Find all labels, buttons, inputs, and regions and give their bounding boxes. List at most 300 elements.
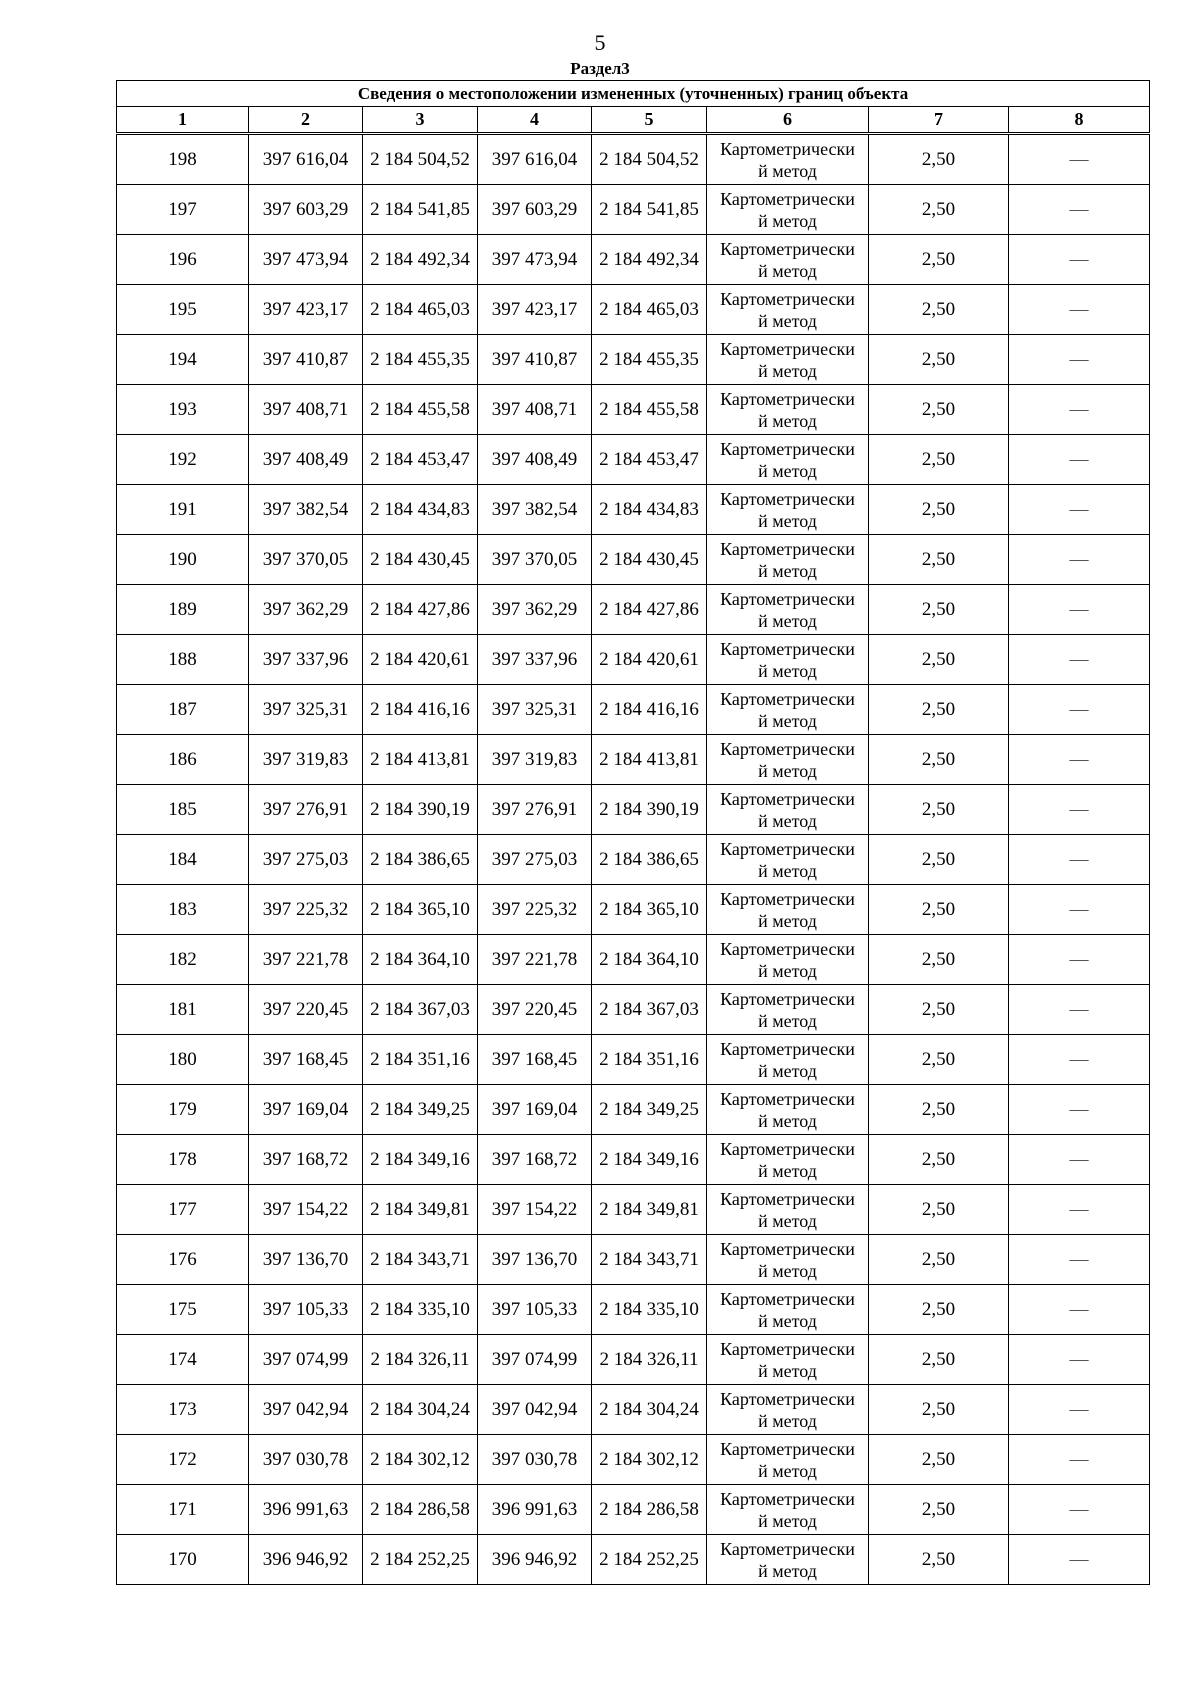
method-line: й метод bbox=[758, 160, 817, 181]
description-cell: — bbox=[1009, 1535, 1150, 1585]
column-header: 2 bbox=[249, 107, 363, 134]
accuracy-cell: 2,50 bbox=[869, 435, 1009, 485]
y-coordinate-cell: 2 184 335,10 bbox=[363, 1285, 478, 1335]
x-coordinate-cell: 397 473,94 bbox=[249, 235, 363, 285]
table-row bbox=[117, 1035, 1150, 1085]
y-coordinate-cell: 2 184 420,61 bbox=[592, 635, 707, 685]
table-row bbox=[117, 1135, 1150, 1185]
method-line: й метод bbox=[758, 1010, 817, 1031]
y-coordinate-cell: 2 184 541,85 bbox=[592, 185, 707, 235]
method-cell bbox=[707, 935, 869, 985]
point-number-cell: 187 bbox=[117, 685, 249, 735]
table-row bbox=[117, 585, 1150, 635]
method-line: й метод bbox=[758, 360, 817, 381]
column-header: 7 bbox=[869, 107, 1009, 134]
y-coordinate-cell: 2 184 286,58 bbox=[363, 1485, 478, 1535]
x-coordinate-cell: 397 154,22 bbox=[249, 1185, 363, 1235]
x-coordinate-cell: 397 319,83 bbox=[249, 735, 363, 785]
method-line: й метод bbox=[758, 710, 817, 731]
method-cell bbox=[707, 335, 869, 385]
method-line: Картометрически bbox=[720, 288, 855, 309]
table-row bbox=[117, 835, 1150, 885]
column-header: 3 bbox=[363, 107, 478, 134]
method-line: Картометрически bbox=[720, 1388, 855, 1409]
method-line: Картометрически bbox=[720, 788, 855, 809]
y-coordinate-cell: 2 184 504,52 bbox=[592, 134, 707, 185]
accuracy-cell: 2,50 bbox=[869, 485, 1009, 535]
method-line: й метод bbox=[758, 310, 817, 331]
x-coordinate-cell: 397 275,03 bbox=[249, 835, 363, 885]
x-coordinate-cell: 397 408,71 bbox=[249, 385, 363, 435]
x-coordinate-cell: 397 042,94 bbox=[249, 1385, 363, 1435]
point-number-cell: 189 bbox=[117, 585, 249, 635]
x-coordinate-cell: 397 423,17 bbox=[478, 285, 592, 335]
method-line: Картометрически bbox=[720, 438, 855, 459]
point-number-cell: 186 bbox=[117, 735, 249, 785]
x-coordinate-cell: 397 221,78 bbox=[478, 935, 592, 985]
description-cell: — bbox=[1009, 835, 1150, 885]
method-line: й метод bbox=[758, 1060, 817, 1081]
x-coordinate-cell: 397 169,04 bbox=[478, 1085, 592, 1135]
x-coordinate-cell: 397 074,99 bbox=[478, 1335, 592, 1385]
x-coordinate-cell: 397 105,33 bbox=[249, 1285, 363, 1335]
y-coordinate-cell: 2 184 386,65 bbox=[592, 835, 707, 885]
method-cell bbox=[707, 235, 869, 285]
method-cell bbox=[707, 1535, 869, 1585]
description-cell: — bbox=[1009, 585, 1150, 635]
point-number-cell: 174 bbox=[117, 1335, 249, 1385]
x-coordinate-cell: 397 168,45 bbox=[478, 1035, 592, 1085]
y-coordinate-cell: 2 184 286,58 bbox=[592, 1485, 707, 1535]
y-coordinate-cell: 2 184 492,34 bbox=[592, 235, 707, 285]
y-coordinate-cell: 2 184 455,58 bbox=[363, 385, 478, 435]
section-title: Раздел3 bbox=[570, 59, 630, 78]
description-cell: — bbox=[1009, 735, 1150, 785]
method-line: Картометрически bbox=[720, 538, 855, 559]
point-number-cell: 184 bbox=[117, 835, 249, 885]
table-caption: Сведения о местоположении измененных (уточненных) границ объекта bbox=[117, 81, 1150, 107]
y-coordinate-cell: 2 184 455,35 bbox=[363, 335, 478, 385]
method-line: Картометрически bbox=[720, 938, 855, 959]
table-row bbox=[117, 1535, 1150, 1585]
point-number-cell: 173 bbox=[117, 1385, 249, 1435]
accuracy-cell: 2,50 bbox=[869, 985, 1009, 1035]
y-coordinate-cell: 2 184 364,10 bbox=[592, 935, 707, 985]
accuracy-cell: 2,50 bbox=[869, 1435, 1009, 1485]
point-number-cell: 179 bbox=[117, 1085, 249, 1135]
method-line: Картометрически bbox=[720, 738, 855, 759]
x-coordinate-cell: 396 991,63 bbox=[478, 1485, 592, 1535]
table-row bbox=[117, 1085, 1150, 1135]
y-coordinate-cell: 2 184 351,16 bbox=[363, 1035, 478, 1085]
x-coordinate-cell: 397 616,04 bbox=[478, 134, 592, 185]
y-coordinate-cell: 2 184 349,81 bbox=[363, 1185, 478, 1235]
boundary-coordinates-table bbox=[116, 80, 1150, 1585]
y-coordinate-cell: 2 184 349,81 bbox=[592, 1185, 707, 1235]
point-number-cell: 172 bbox=[117, 1435, 249, 1485]
method-line: Картометрически bbox=[720, 1038, 855, 1059]
x-coordinate-cell: 397 220,45 bbox=[249, 985, 363, 1035]
y-coordinate-cell: 2 184 304,24 bbox=[363, 1385, 478, 1435]
point-number-cell: 193 bbox=[117, 385, 249, 435]
description-cell: — bbox=[1009, 1335, 1150, 1385]
accuracy-cell: 2,50 bbox=[869, 134, 1009, 185]
x-coordinate-cell: 397 408,49 bbox=[478, 435, 592, 485]
point-number-cell: 192 bbox=[117, 435, 249, 485]
method-line: й метод bbox=[758, 460, 817, 481]
method-line: Картометрически bbox=[720, 988, 855, 1009]
y-coordinate-cell: 2 184 367,03 bbox=[363, 985, 478, 1035]
x-coordinate-cell: 397 275,03 bbox=[478, 835, 592, 885]
accuracy-cell: 2,50 bbox=[869, 385, 1009, 435]
x-coordinate-cell: 397 325,31 bbox=[478, 685, 592, 735]
x-coordinate-cell: 397 410,87 bbox=[478, 335, 592, 385]
method-line: Картометрически bbox=[720, 1288, 855, 1309]
method-line: Картометрически bbox=[720, 688, 855, 709]
y-coordinate-cell: 2 184 455,58 bbox=[592, 385, 707, 435]
x-coordinate-cell: 397 168,45 bbox=[249, 1035, 363, 1085]
x-coordinate-cell: 397 136,70 bbox=[478, 1235, 592, 1285]
point-number-cell: 170 bbox=[117, 1535, 249, 1585]
method-line: Картометрически bbox=[720, 888, 855, 909]
y-coordinate-cell: 2 184 420,61 bbox=[363, 635, 478, 685]
y-coordinate-cell: 2 184 252,25 bbox=[592, 1535, 707, 1585]
y-coordinate-cell: 2 184 390,19 bbox=[363, 785, 478, 835]
table-row bbox=[117, 1335, 1150, 1385]
table-row bbox=[117, 735, 1150, 785]
x-coordinate-cell: 397 382,54 bbox=[478, 485, 592, 535]
method-cell bbox=[707, 685, 869, 735]
table-row bbox=[117, 385, 1150, 435]
y-coordinate-cell: 2 184 252,25 bbox=[363, 1535, 478, 1585]
table-row bbox=[117, 335, 1150, 385]
point-number-cell: 175 bbox=[117, 1285, 249, 1335]
accuracy-cell: 2,50 bbox=[869, 835, 1009, 885]
y-coordinate-cell: 2 184 304,24 bbox=[592, 1385, 707, 1435]
column-header: 6 bbox=[707, 107, 869, 134]
description-cell: — bbox=[1009, 685, 1150, 735]
accuracy-cell: 2,50 bbox=[869, 235, 1009, 285]
point-number-cell: 171 bbox=[117, 1485, 249, 1535]
x-coordinate-cell: 397 370,05 bbox=[249, 535, 363, 585]
point-number-cell: 191 bbox=[117, 485, 249, 535]
method-cell bbox=[707, 1385, 869, 1435]
method-line: Картометрически bbox=[720, 1138, 855, 1159]
description-cell: — bbox=[1009, 785, 1150, 835]
y-coordinate-cell: 2 184 351,16 bbox=[592, 1035, 707, 1085]
x-coordinate-cell: 397 220,45 bbox=[478, 985, 592, 1035]
method-line: й метод bbox=[758, 960, 817, 981]
method-cell bbox=[707, 134, 869, 185]
method-cell bbox=[707, 1085, 869, 1135]
y-coordinate-cell: 2 184 453,47 bbox=[592, 435, 707, 485]
point-number-cell: 190 bbox=[117, 535, 249, 585]
table-row bbox=[117, 935, 1150, 985]
accuracy-cell: 2,50 bbox=[869, 635, 1009, 685]
page-number: 5 bbox=[594, 30, 606, 55]
point-number-cell: 194 bbox=[117, 335, 249, 385]
y-coordinate-cell: 2 184 367,03 bbox=[592, 985, 707, 1035]
point-number-cell: 176 bbox=[117, 1235, 249, 1285]
method-line: Картометрически bbox=[720, 1538, 855, 1559]
y-coordinate-cell: 2 184 465,03 bbox=[363, 285, 478, 335]
column-header: 5 bbox=[592, 107, 707, 134]
method-cell bbox=[707, 1285, 869, 1335]
method-line: Картометрически bbox=[720, 1338, 855, 1359]
table-row bbox=[117, 185, 1150, 235]
accuracy-cell: 2,50 bbox=[869, 185, 1009, 235]
column-header: 8 bbox=[1009, 107, 1150, 134]
method-line: Картометрически bbox=[720, 1188, 855, 1209]
method-cell bbox=[707, 485, 869, 535]
method-cell bbox=[707, 885, 869, 935]
x-coordinate-cell: 397 030,78 bbox=[249, 1435, 363, 1485]
y-coordinate-cell: 2 184 430,45 bbox=[592, 535, 707, 585]
x-coordinate-cell: 397 225,32 bbox=[249, 885, 363, 935]
table-row bbox=[117, 285, 1150, 335]
description-cell: — bbox=[1009, 935, 1150, 985]
x-coordinate-cell: 397 410,87 bbox=[249, 335, 363, 385]
method-line: Картометрически bbox=[720, 188, 855, 209]
method-line: й метод bbox=[758, 810, 817, 831]
table-row bbox=[117, 535, 1150, 585]
table-row bbox=[117, 1485, 1150, 1535]
method-line: Картометрически bbox=[720, 638, 855, 659]
method-line: й метод bbox=[758, 660, 817, 681]
y-coordinate-cell: 2 184 349,25 bbox=[592, 1085, 707, 1135]
method-line: й метод bbox=[758, 1560, 817, 1581]
table-row bbox=[117, 985, 1150, 1035]
x-coordinate-cell: 396 991,63 bbox=[249, 1485, 363, 1535]
x-coordinate-cell: 397 030,78 bbox=[478, 1435, 592, 1485]
method-line: й метод bbox=[758, 1410, 817, 1431]
accuracy-cell: 2,50 bbox=[869, 1135, 1009, 1185]
method-line: Картометрически bbox=[720, 138, 855, 159]
method-cell bbox=[707, 1135, 869, 1185]
method-line: й метод bbox=[758, 510, 817, 531]
method-line: й метод bbox=[758, 260, 817, 281]
table-row bbox=[117, 435, 1150, 485]
table-row bbox=[117, 685, 1150, 735]
column-header: 1 bbox=[117, 107, 249, 134]
point-number-cell: 188 bbox=[117, 635, 249, 685]
description-cell: — bbox=[1009, 185, 1150, 235]
point-number-cell: 198 bbox=[117, 134, 249, 185]
accuracy-cell: 2,50 bbox=[869, 735, 1009, 785]
method-line: Картометрически bbox=[720, 488, 855, 509]
method-line: Картометрически bbox=[720, 1088, 855, 1109]
accuracy-cell: 2,50 bbox=[869, 1335, 1009, 1385]
x-coordinate-cell: 397 276,91 bbox=[249, 785, 363, 835]
method-line: й метод bbox=[758, 1210, 817, 1231]
method-line: Картометрически bbox=[720, 1238, 855, 1259]
x-coordinate-cell: 397 168,72 bbox=[478, 1135, 592, 1185]
x-coordinate-cell: 397 154,22 bbox=[478, 1185, 592, 1235]
accuracy-cell: 2,50 bbox=[869, 535, 1009, 585]
x-coordinate-cell: 397 168,72 bbox=[249, 1135, 363, 1185]
description-cell: — bbox=[1009, 535, 1150, 585]
y-coordinate-cell: 2 184 335,10 bbox=[592, 1285, 707, 1335]
method-cell bbox=[707, 385, 869, 435]
method-line: й метод bbox=[758, 1360, 817, 1381]
x-coordinate-cell: 397 319,83 bbox=[478, 735, 592, 785]
accuracy-cell: 2,50 bbox=[869, 1385, 1009, 1435]
x-coordinate-cell: 397 362,29 bbox=[249, 585, 363, 635]
method-cell bbox=[707, 1335, 869, 1385]
method-cell bbox=[707, 835, 869, 885]
description-cell: — bbox=[1009, 435, 1150, 485]
y-coordinate-cell: 2 184 365,10 bbox=[592, 885, 707, 935]
description-cell: — bbox=[1009, 1085, 1150, 1135]
point-number-cell: 183 bbox=[117, 885, 249, 935]
table-row bbox=[117, 1235, 1150, 1285]
x-coordinate-cell: 397 136,70 bbox=[249, 1235, 363, 1285]
method-line: й метод bbox=[758, 560, 817, 581]
x-coordinate-cell: 397 221,78 bbox=[249, 935, 363, 985]
x-coordinate-cell: 397 423,17 bbox=[249, 285, 363, 335]
y-coordinate-cell: 2 184 343,71 bbox=[363, 1235, 478, 1285]
y-coordinate-cell: 2 184 349,25 bbox=[363, 1085, 478, 1135]
method-cell bbox=[707, 535, 869, 585]
method-line: й метод bbox=[758, 1510, 817, 1531]
table-body bbox=[117, 134, 1150, 1585]
y-coordinate-cell: 2 184 390,19 bbox=[592, 785, 707, 835]
x-coordinate-cell: 396 946,92 bbox=[478, 1535, 592, 1585]
method-cell bbox=[707, 785, 869, 835]
method-cell bbox=[707, 1035, 869, 1085]
description-cell: — bbox=[1009, 1135, 1150, 1185]
table-row bbox=[117, 1285, 1150, 1335]
description-cell: — bbox=[1009, 1385, 1150, 1435]
accuracy-cell: 2,50 bbox=[869, 885, 1009, 935]
accuracy-cell: 2,50 bbox=[869, 1535, 1009, 1585]
accuracy-cell: 2,50 bbox=[869, 1235, 1009, 1285]
y-coordinate-cell: 2 184 365,10 bbox=[363, 885, 478, 935]
table-row bbox=[117, 635, 1150, 685]
method-line: Картометрически bbox=[720, 588, 855, 609]
point-number-cell: 177 bbox=[117, 1185, 249, 1235]
table-row bbox=[117, 785, 1150, 835]
point-number-cell: 182 bbox=[117, 935, 249, 985]
point-number-cell: 185 bbox=[117, 785, 249, 835]
y-coordinate-cell: 2 184 434,83 bbox=[363, 485, 478, 535]
method-cell bbox=[707, 735, 869, 785]
point-number-cell: 197 bbox=[117, 185, 249, 235]
column-number-row bbox=[117, 107, 1150, 134]
accuracy-cell: 2,50 bbox=[869, 335, 1009, 385]
method-line: й метод bbox=[758, 1110, 817, 1131]
accuracy-cell: 2,50 bbox=[869, 1085, 1009, 1135]
x-coordinate-cell: 397 169,04 bbox=[249, 1085, 363, 1135]
x-coordinate-cell: 397 105,33 bbox=[478, 1285, 592, 1335]
method-cell bbox=[707, 635, 869, 685]
method-line: й метод bbox=[758, 410, 817, 431]
method-line: Картометрически bbox=[720, 838, 855, 859]
method-line: Картометрически bbox=[720, 1438, 855, 1459]
method-cell bbox=[707, 1235, 869, 1285]
y-coordinate-cell: 2 184 465,03 bbox=[592, 285, 707, 335]
x-coordinate-cell: 397 408,49 bbox=[249, 435, 363, 485]
description-cell: — bbox=[1009, 635, 1150, 685]
accuracy-cell: 2,50 bbox=[869, 585, 1009, 635]
method-line: й метод bbox=[758, 1260, 817, 1281]
x-coordinate-cell: 397 337,96 bbox=[249, 635, 363, 685]
method-cell bbox=[707, 285, 869, 335]
x-coordinate-cell: 397 616,04 bbox=[249, 134, 363, 185]
method-line: Картометрически bbox=[720, 238, 855, 259]
description-cell: — bbox=[1009, 1485, 1150, 1535]
x-coordinate-cell: 397 603,29 bbox=[478, 185, 592, 235]
y-coordinate-cell: 2 184 453,47 bbox=[363, 435, 478, 485]
y-coordinate-cell: 2 184 504,52 bbox=[363, 134, 478, 185]
method-cell bbox=[707, 1485, 869, 1535]
y-coordinate-cell: 2 184 326,11 bbox=[363, 1335, 478, 1385]
y-coordinate-cell: 2 184 541,85 bbox=[363, 185, 478, 235]
y-coordinate-cell: 2 184 386,65 bbox=[363, 835, 478, 885]
point-number-cell: 196 bbox=[117, 235, 249, 285]
x-coordinate-cell: 397 370,05 bbox=[478, 535, 592, 585]
point-number-cell: 181 bbox=[117, 985, 249, 1035]
x-coordinate-cell: 397 408,71 bbox=[478, 385, 592, 435]
y-coordinate-cell: 2 184 364,10 bbox=[363, 935, 478, 985]
description-cell: — bbox=[1009, 235, 1150, 285]
table-row bbox=[117, 885, 1150, 935]
x-coordinate-cell: 397 325,31 bbox=[249, 685, 363, 735]
accuracy-cell: 2,50 bbox=[869, 685, 1009, 735]
table-row bbox=[117, 1385, 1150, 1435]
y-coordinate-cell: 2 184 343,71 bbox=[592, 1235, 707, 1285]
x-coordinate-cell: 397 473,94 bbox=[478, 235, 592, 285]
y-coordinate-cell: 2 184 492,34 bbox=[363, 235, 478, 285]
y-coordinate-cell: 2 184 326,11 bbox=[592, 1335, 707, 1385]
x-coordinate-cell: 397 074,99 bbox=[249, 1335, 363, 1385]
method-line: й метод bbox=[758, 1160, 817, 1181]
point-number-cell: 180 bbox=[117, 1035, 249, 1085]
method-line: Картометрически bbox=[720, 388, 855, 409]
table-row bbox=[117, 485, 1150, 535]
table-row bbox=[117, 1435, 1150, 1485]
table-row bbox=[117, 235, 1150, 285]
x-coordinate-cell: 397 382,54 bbox=[249, 485, 363, 535]
y-coordinate-cell: 2 184 302,12 bbox=[592, 1435, 707, 1485]
y-coordinate-cell: 2 184 416,16 bbox=[592, 685, 707, 735]
description-cell: — bbox=[1009, 1235, 1150, 1285]
description-cell: — bbox=[1009, 385, 1150, 435]
x-coordinate-cell: 397 603,29 bbox=[249, 185, 363, 235]
y-coordinate-cell: 2 184 349,16 bbox=[363, 1135, 478, 1185]
accuracy-cell: 2,50 bbox=[869, 1285, 1009, 1335]
method-line: й метод bbox=[758, 1310, 817, 1331]
y-coordinate-cell: 2 184 434,83 bbox=[592, 485, 707, 535]
y-coordinate-cell: 2 184 413,81 bbox=[592, 735, 707, 785]
accuracy-cell: 2,50 bbox=[869, 1035, 1009, 1085]
x-coordinate-cell: 397 362,29 bbox=[478, 585, 592, 635]
x-coordinate-cell: 397 225,32 bbox=[478, 885, 592, 935]
method-line: Картометрически bbox=[720, 338, 855, 359]
method-line: й метод bbox=[758, 760, 817, 781]
method-line: Картометрически bbox=[720, 1488, 855, 1509]
table-row bbox=[117, 1185, 1150, 1235]
y-coordinate-cell: 2 184 427,86 bbox=[363, 585, 478, 635]
description-cell: — bbox=[1009, 134, 1150, 185]
method-cell bbox=[707, 435, 869, 485]
method-line: й метод bbox=[758, 210, 817, 231]
accuracy-cell: 2,50 bbox=[869, 1485, 1009, 1535]
description-cell: — bbox=[1009, 1035, 1150, 1085]
method-line: й метод bbox=[758, 910, 817, 931]
method-line: й метод bbox=[758, 860, 817, 881]
accuracy-cell: 2,50 bbox=[869, 785, 1009, 835]
